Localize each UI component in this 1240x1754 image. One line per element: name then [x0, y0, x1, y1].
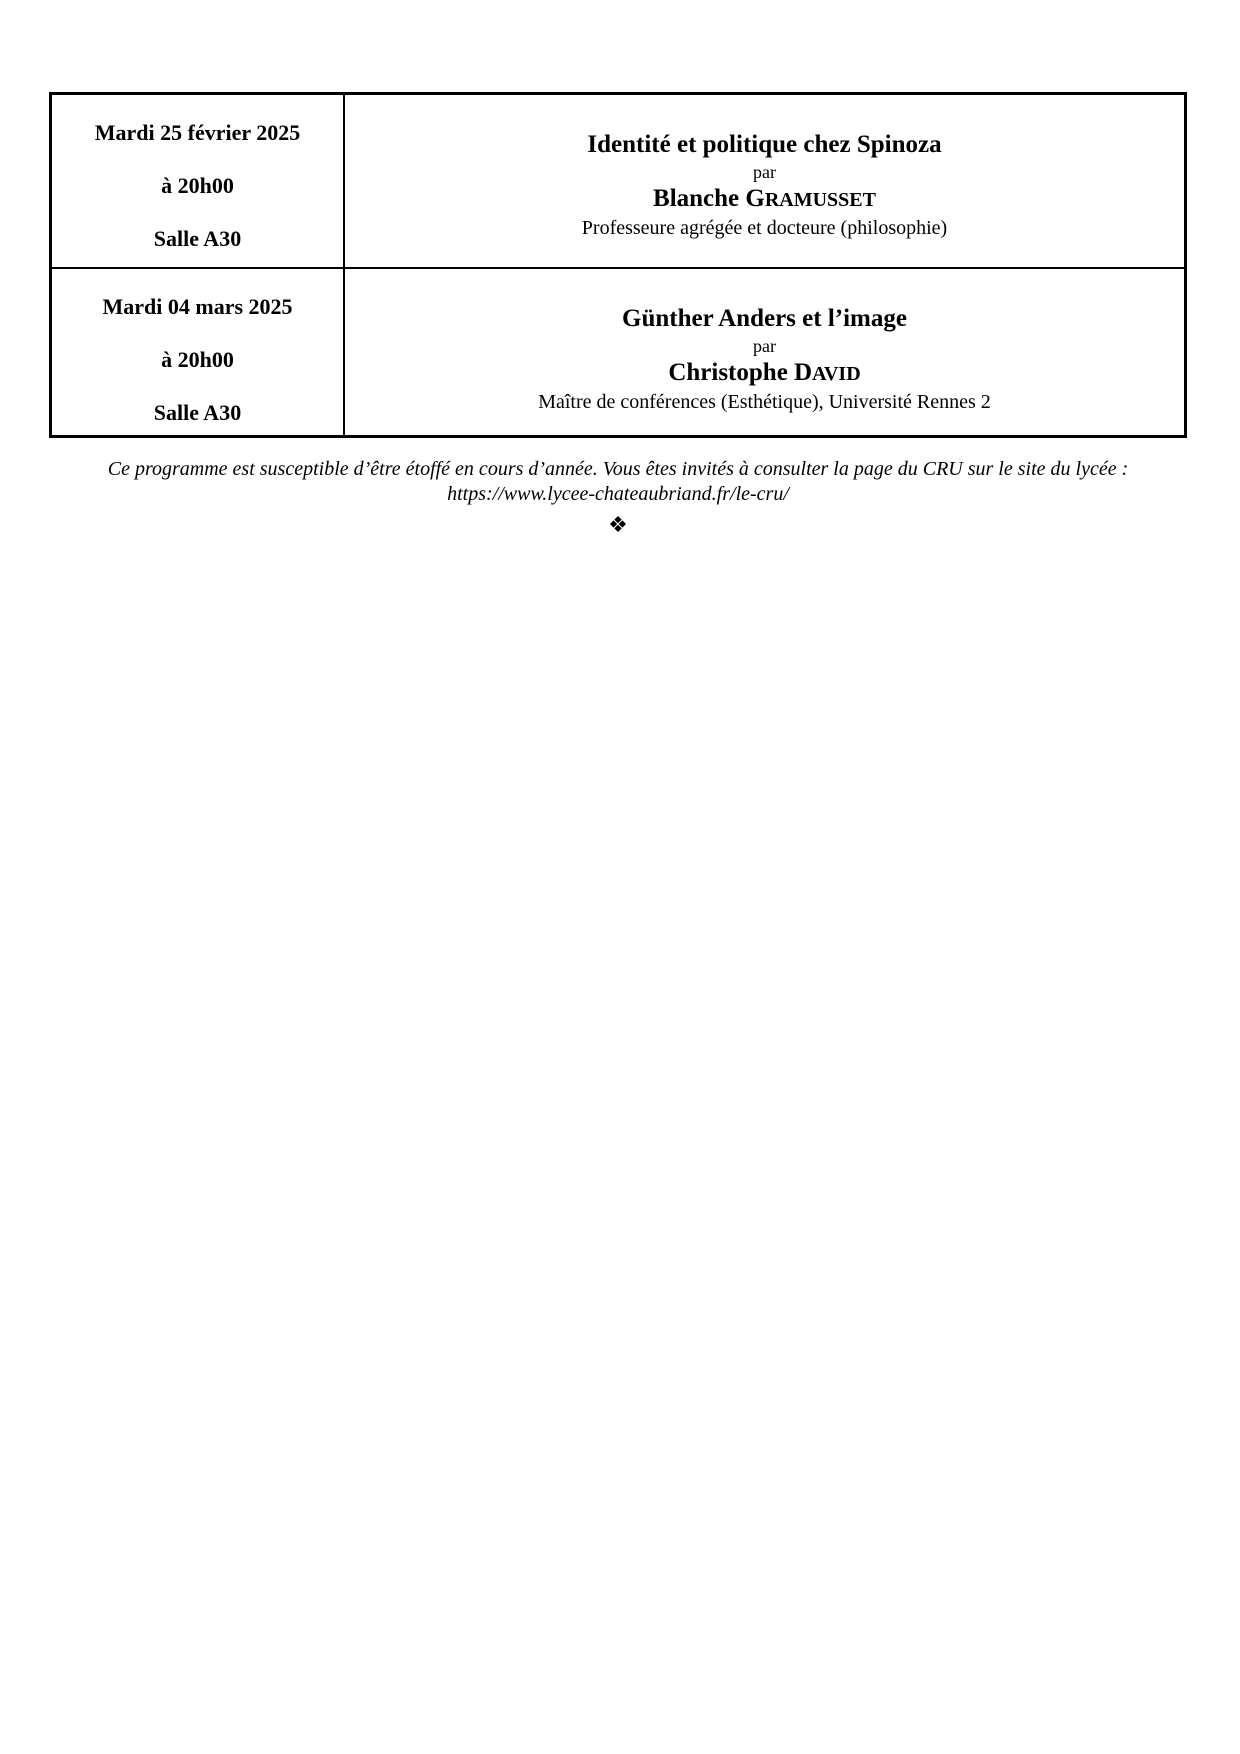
speaker-last-name: DAVID: [794, 359, 861, 386]
session-room: Salle A30: [153, 400, 242, 425]
session-room: Salle A30: [153, 226, 242, 251]
speaker-first-name: Blanche: [653, 185, 740, 212]
table-row: [52, 269, 1184, 435]
talk-details-cell: [345, 269, 1184, 435]
session-info-cell: [52, 269, 345, 435]
speaker-name: [653, 185, 876, 214]
cru-url-link[interactable]: https://www.lycee-chateaubriand.fr/le-cru/: [447, 483, 789, 505]
session-time: à 20h00: [161, 173, 234, 198]
session-info-cell: [52, 95, 345, 267]
speaker-first-name: Christophe: [668, 359, 788, 386]
talk-title: Günther Anders et l’image: [622, 305, 907, 332]
session-date: Mardi 04 mars 2025: [102, 294, 293, 319]
schedule-table: [49, 92, 1187, 438]
speaker-name: [668, 359, 860, 388]
table-row: [52, 95, 1184, 269]
talk-details-cell: [345, 95, 1184, 267]
speaker-role: Professeure agrégée et docteure (philosophie): [581, 217, 948, 239]
session-time: à 20h00: [161, 347, 234, 372]
diamond-divider-icon: ❖: [608, 513, 628, 538]
session-date: Mardi 25 février 2025: [94, 120, 301, 145]
footer-note-text: Ce programme est susceptible d’être étoffé en cours d’année. Vous êtes invités à consulter la page du CRU sur le site du lycée :: [107, 458, 1129, 480]
by-label: par: [753, 162, 776, 182]
talk-title: Identité et politique chez Spinoza: [587, 131, 942, 158]
speaker-last-name: GRAMUSSET: [745, 185, 876, 212]
program-footer-note: [49, 457, 1187, 507]
speaker-role: Maître de conférences (Esthétique), Université Rennes 2: [538, 391, 991, 413]
by-label: par: [753, 336, 776, 356]
